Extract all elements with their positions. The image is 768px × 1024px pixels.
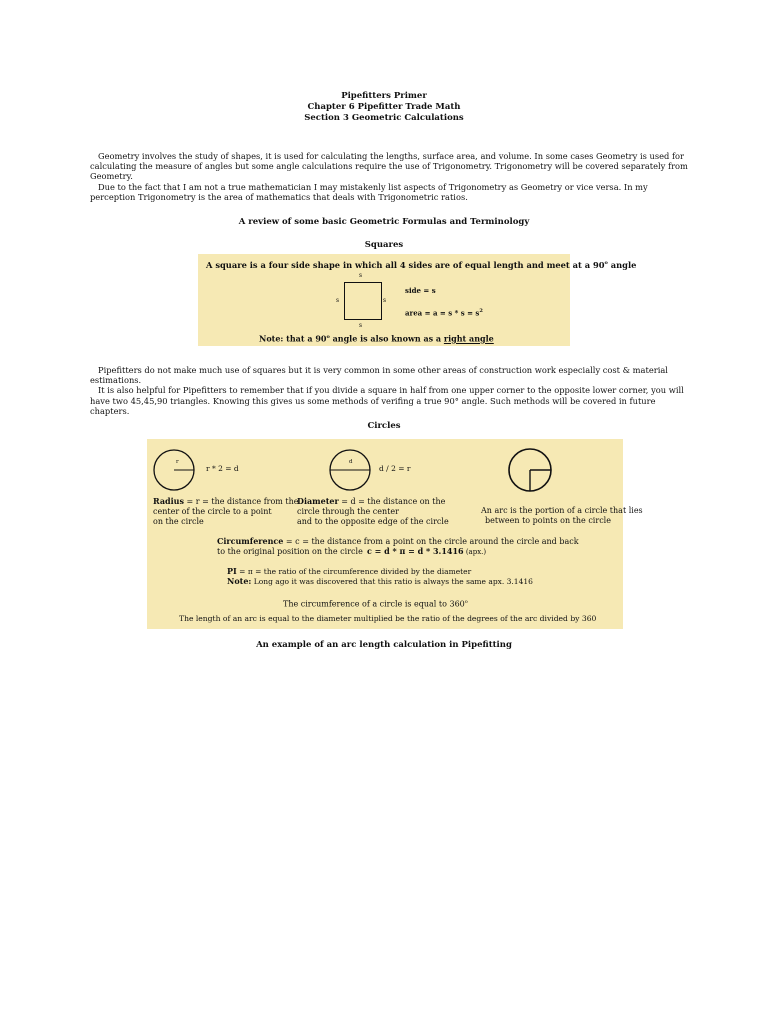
circumference-360: The circumference of a circle is equal to 360$^o$ — [283, 599, 468, 609]
chapter-title: Chapter 6 Pipefitter Trade Math — [307, 102, 461, 112]
squares-paragraph-1: Pipefitters do not make much use of squares but it is very common in some other areas of construction work especially cost & material estimations. — [90, 365, 668, 386]
diameter-label: d — [349, 459, 353, 465]
section-title: Section 3 Geometric Calculations — [304, 113, 464, 123]
arc-length-definition: The length of an arc is equal to the diameter multiplied be the ratio of the degrees of the arc divided by 360 — [179, 614, 597, 623]
diameter-definition: Diameter = d = the distance on the circle through the center and to the opposite edge of the circle — [297, 496, 449, 526]
pi-note: Note: Long ago it was discovered that this ratio is always the same apx. 3.1416 — [227, 576, 533, 586]
square-side-label-bottom: s — [359, 322, 363, 329]
square-shape — [344, 282, 382, 320]
radius-equation: r * 2 = d — [206, 464, 239, 473]
side-equation: side = s — [405, 286, 436, 295]
right-angle-note: Note: that a 90$^o$ angle is also known as a right angle — [259, 333, 494, 344]
square-side-label-left: s — [336, 297, 340, 304]
square-side-label-top: s — [359, 272, 363, 279]
right-angle-link[interactable]: right angle — [443, 333, 494, 344]
radius-definition: Radius = r = the distance from the center of the circle to a point on the circle — [153, 496, 299, 526]
doc-title: Pipefitters Primer — [341, 91, 427, 101]
intro-paragraph-2: Due to the fact that I am not a true mathematician I may mistakenly list aspects of Trigonometry as Geometry or vice versa. In my perception Trigonometry is the area of mathematics that deals with Trigonometric ratios. — [90, 181, 648, 202]
arc-circle — [505, 445, 555, 495]
arc-definition: An arc is the portion of a circle that lies between to points on the circle — [481, 506, 643, 525]
circumference-definition: Circumference = c = the distance from a point on the circle around the circle and back to the original position on the circle — [217, 536, 579, 556]
squares-heading: Squares — [364, 240, 404, 250]
diameter-equation: d / 2 = r — [379, 464, 411, 473]
radius-circle — [151, 447, 197, 493]
circles-figure — [147, 439, 643, 629]
squares-figure — [198, 254, 637, 346]
square-side-label-right: s — [383, 297, 387, 304]
circumference-formula: c = d * π = d * 3.1416 (apx.) — [367, 546, 487, 556]
circles-heading: Circles — [367, 421, 401, 431]
area-equation: area = $a = s * s = s^2$ — [405, 308, 483, 318]
diameter-circle — [327, 447, 373, 493]
arc-example-heading: An example of an arc length calculation in Pipefitting — [256, 640, 512, 650]
review-heading: A review of some basic Geometric Formulas and Terminology — [238, 217, 530, 227]
squares-paragraph-2: It is also helpful for Pipefitters to remember that if you divide a square in half from one upper corner to the opposite lower corner, you will have two 45,45,90 triangles. Knowing this gives us some methods of verifing a true 90° angle. Such methods will be covered in future chapters. — [90, 385, 684, 416]
intro-text — [90, 151, 690, 202]
intro-paragraph-1: Geometry involves the study of shapes, it is used for calculating the lengths, surface area, and volume. In some cases Geometry is used for calculating the measure of angles but some angle calculations require the use of Trigonometry. Trigonometry will be covered separately from Geometry. — [90, 151, 688, 182]
pi-definition: PI = π = the ratio of the circumference divided by the diameter — [227, 566, 472, 576]
squares-text — [90, 365, 690, 416]
square-definition: A square is a four side shape in which all 4 sides are of equal length and meet at a 90$^o$ angle — [206, 259, 637, 270]
radius-label: r — [176, 459, 179, 465]
